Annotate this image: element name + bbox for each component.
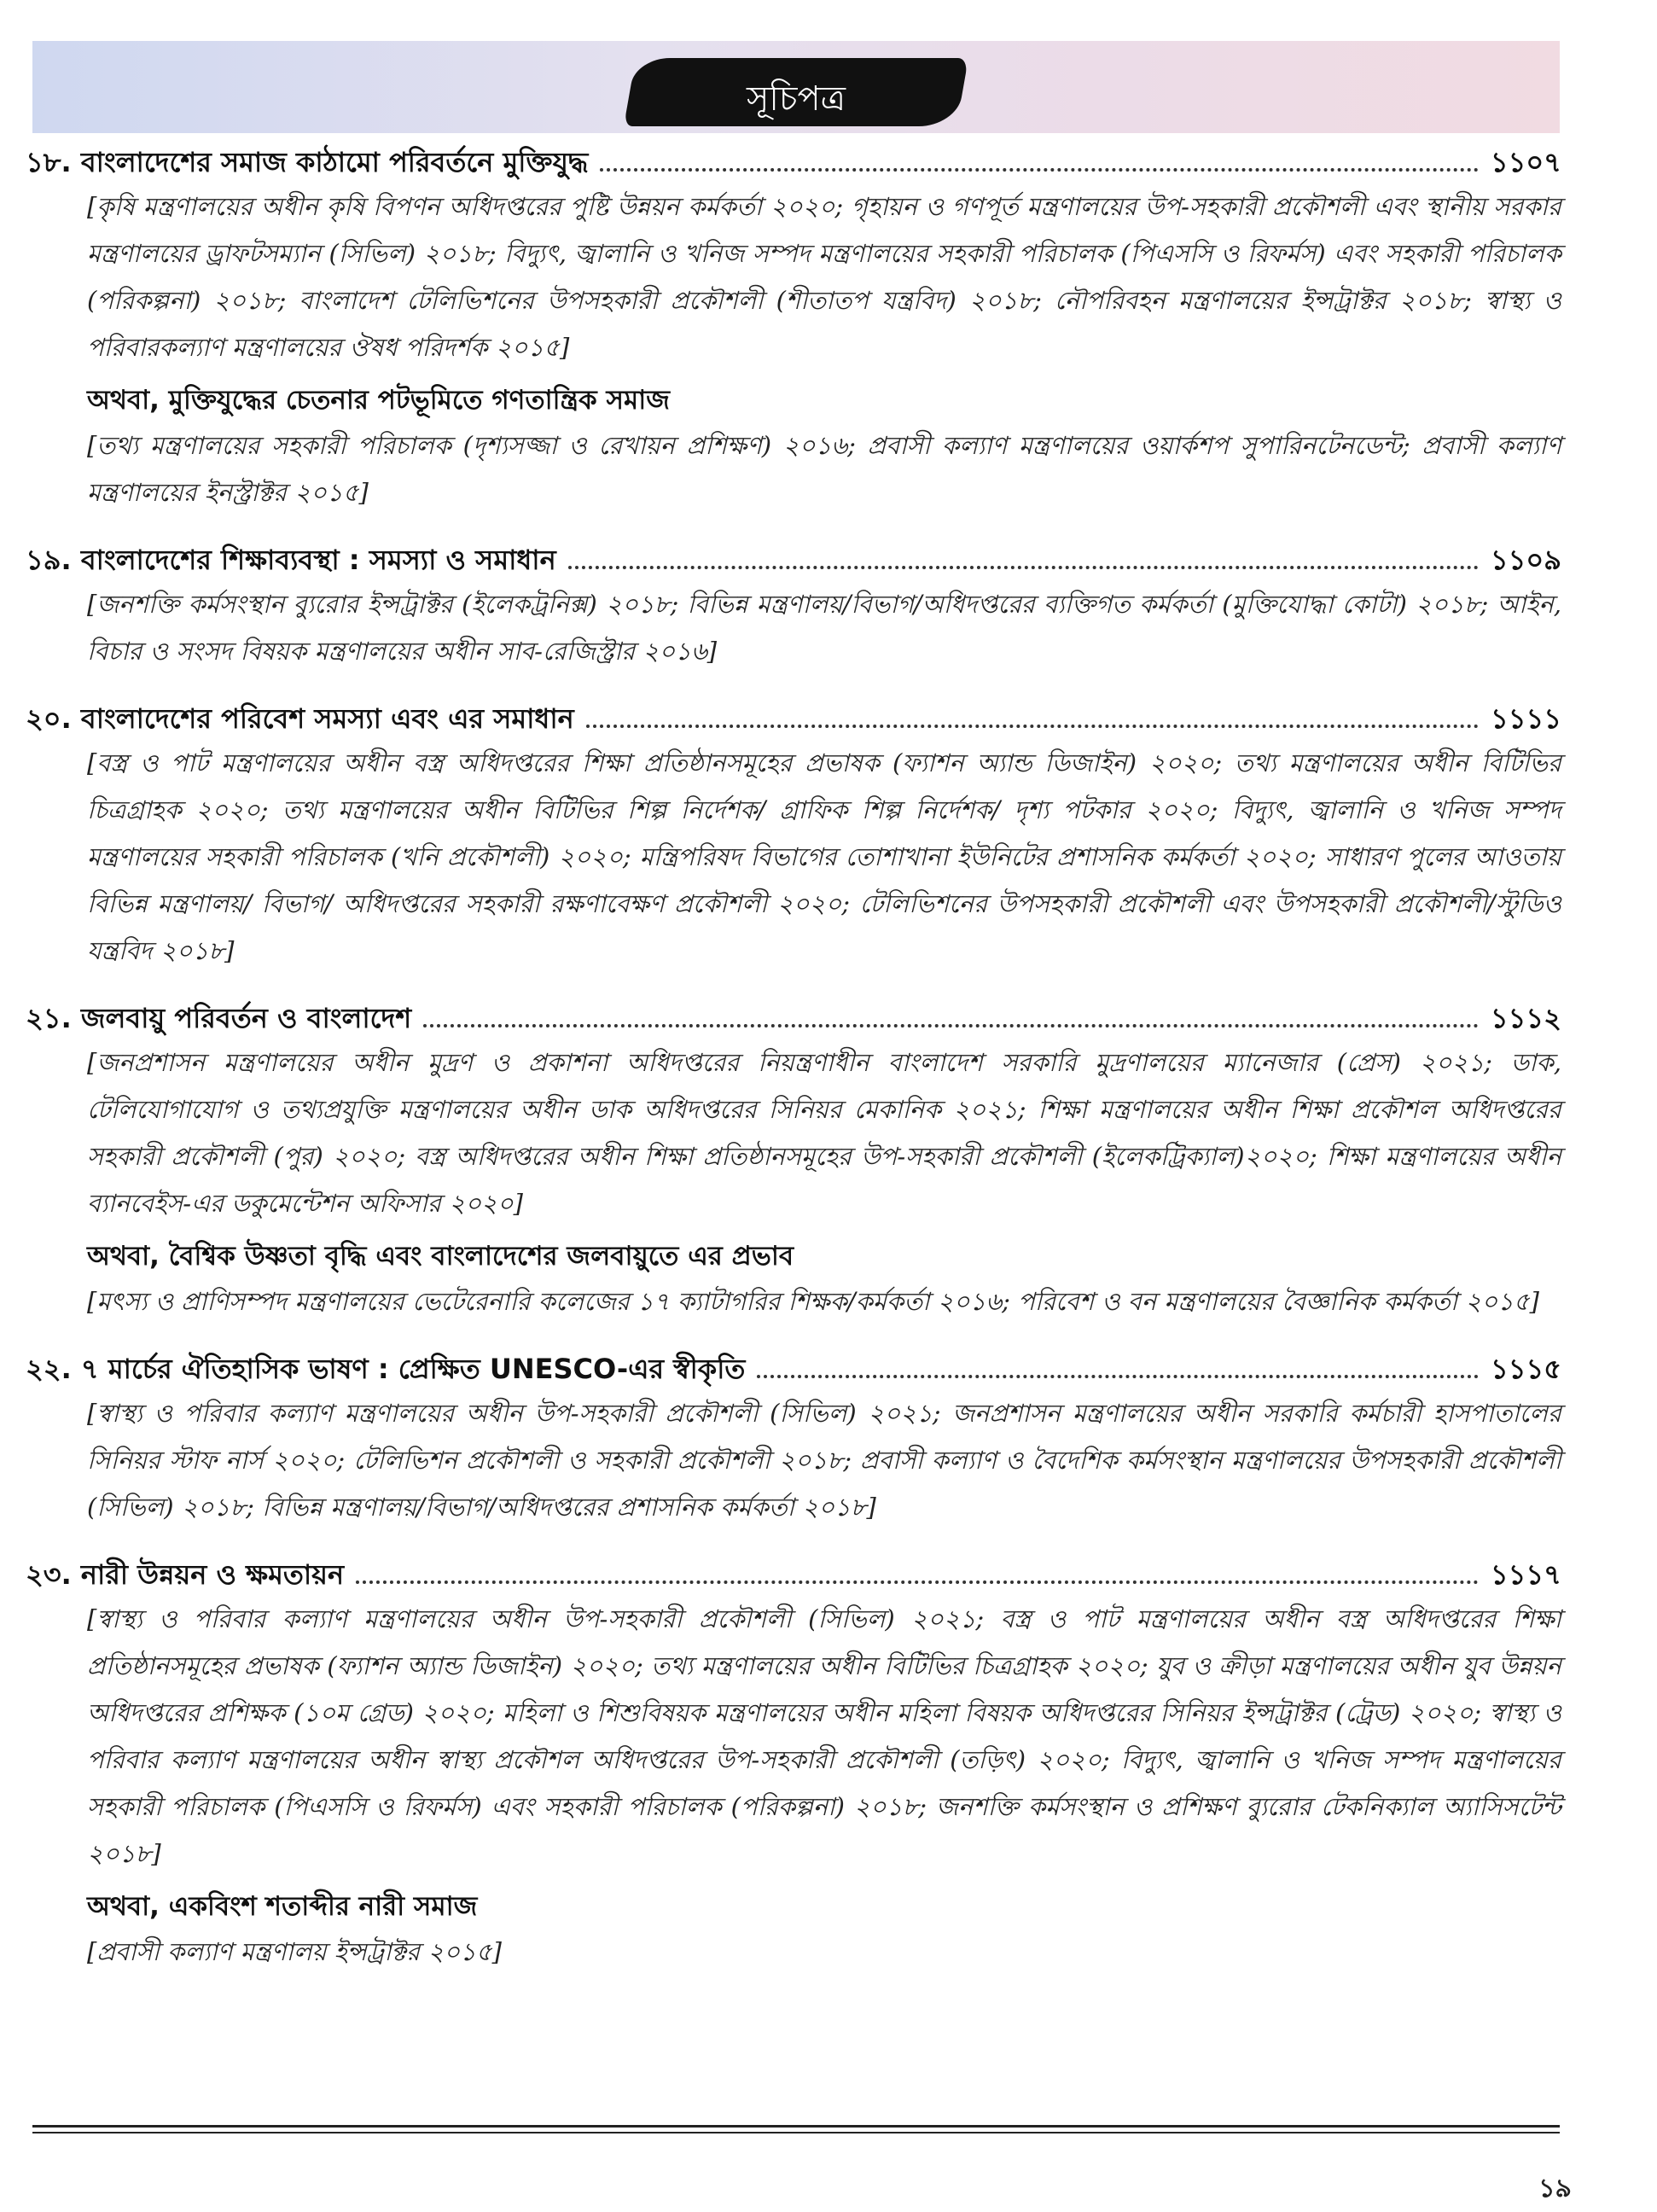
toc-entry-heading[interactable] <box>26 997 1561 1039</box>
toc-entry <box>26 697 1561 975</box>
entry-sources: [জনপ্রশাসন মন্ত্রণালয়ের অধীন মুদ্রণ ও প্রকাশনা অধিদপ্তরের নিয়ন্ত্রণাধীন বাংলাদেশ সরকারি মুদ্রণালয়ের ম্যানেজার (প্রেস) ২০২১; ডাক, টেলিযোগাযোগ ও তথ্যপ্রযুক্তি মন্ত্রণালয়ের অধীন ডাক অধিদপ্তরের সিনিয়র মেকানিক ২০২১; শিক্ষা মন্ত্রণালয়ের অধীন শিক্ষা প্রকৌশল অধিদপ্তরের সহকারী প্রকৌশলী (পুর) ২০২০; বস্ত্র অধিদপ্তরের অধীন শিক্ষা প্রতিষ্ঠানসমূহের উপ-সহকারী প্রকৌশলী (ইলেকট্রিক্যাল)২০২০; শিক্ষা মন্ত্রণালয়ের অধীন ব্যানবেইস-এর ডকুমেন্টেশন অফিসার ২০২০] <box>87 1048 1561 1218</box>
toc-entry <box>26 141 1561 516</box>
entry-title: ২২. ৭ মার্চের ঐতিহাসিক ভাষণ : প্রেক্ষিত UNESCO-এর স্বীকৃতি <box>26 1353 746 1385</box>
entry-title: ১৯. বাংলাদেশের শিক্ষাব্যবস্থা : সমস্যা ও সমাধান <box>26 544 556 576</box>
toc-entry <box>26 538 1561 675</box>
page-number: ১৯ <box>1538 2174 1572 2203</box>
toc-entry <box>26 1348 1561 1531</box>
footer-rule <box>32 2132 1560 2133</box>
entry-sources: [স্বাস্থ্য ও পরিবার কল্যাণ মন্ত্রণালয়ের অধীন উপ-সহকারী প্রকৌশলী (সিভিল) ২০২১; জনপ্রশাসন মন্ত্রণালয়ের অধীন সরকারি কর্মচারী হাসপাতালের সিনিয়র স্টাফ নার্স ২০২০; টেলিভিশন প্রকৌশলী ও সহকারী প্রকৌশলী ২০১৮; প্রবাসী কল্যাণ ও বৈদেশিক কর্মসংস্থান মন্ত্রণালয়ের উপসহকারী প্রকৌশলী (সিভিল) ২০১৮; বিভিন্ন মন্ত্রণালয়/বিভাগ/অধিদপ্তরের প্রশাসনিক কর্মকর্তা ২০১৮] <box>87 1399 1561 1522</box>
header-banner <box>32 41 1560 133</box>
entry-title: ২০. বাংলাদেশের পরিবেশ সমস্যা এবং এর সমাধান <box>26 702 574 735</box>
entry-page-number: ১১০৯ <box>1490 544 1561 576</box>
toc-entry-heading[interactable] <box>26 538 1561 581</box>
entry-alt-title: অথবা, মুক্তিযুদ্ধের চেতনার পটভূমিতে গণতান্ত্রিক সমাজ <box>87 385 670 416</box>
entry-alt-sources: [মৎস্য ও প্রাণিসম্পদ মন্ত্রণালয়ের ভেটেরেনারি কলেজের ১৭ ক্যাটাগরির শিক্ষক/কর্মকর্তা ২০১৬; পরিবেশ ও বন মন্ত্রণালয়ের বৈজ্ঞানিক কর্মকর্তা ২০১৫] <box>87 1287 1540 1316</box>
entry-alt-sources: [প্রবাসী কল্যাণ মন্ত্রণালয় ইন্সট্রাক্টর ২০১৫] <box>87 1937 502 1966</box>
toc-entry-heading[interactable] <box>26 141 1561 183</box>
entry-sources: [বস্ত্র ও পাট মন্ত্রণালয়ের অধীন বস্ত্র অধিদপ্তরের শিক্ষা প্রতিষ্ঠানসমূহের প্রভাষক (ফ্যাশন অ্যান্ড ডিজাইন) ২০২০; তথ্য মন্ত্রণালয়ের অধীন বিটিভির চিত্রগ্রাহক ২০২০; তথ্য মন্ত্রণালয়ের অধীন বিটিভির শিল্প নির্দেশক/ গ্রাফিক শিল্প নির্দেশক/ দৃশ্য পটকার ২০২০; বিদ্যুৎ, জ্বালানি ও খনিজ সম্পদ মন্ত্রণালয়ের সহকারী পরিচালক (খনি প্রকৌশলী) ২০২০; মন্ত্রিপরিষদ বিভাগের তোশাখানা ইউনিটের প্রশাসনিক কর্মকর্তা ২০২০; সাধারণ পুলের আওতায় বিভিন্ন মন্ত্রণালয়/ বিভাগ/ অধিদপ্তরের সহকারী রক্ষণাবেক্ষণ প্রকৌশলী ২০২০; টেলিভিশনের উপসহকারী প্রকৌশলী এবং উপসহকারী প্রকৌশলী/স্টুডিও যন্ত্রবিদ ২০১৮] <box>87 748 1561 965</box>
entry-alt-title: অথবা, বৈশ্বিক উষ্ণতা বৃদ্ধি এবং বাংলাদেশের জলবায়ুতে এর প্রভাব <box>87 1241 794 1272</box>
dot-leader <box>600 168 1478 172</box>
entry-title: ২৩. নারী উন্নয়ন ও ক্ষমতায়ন <box>26 1558 345 1591</box>
entry-sources: [কৃষি মন্ত্রণালয়ের অধীন কৃষি বিপণন অধিদপ্তরের পুষ্টি উন্নয়ন কর্মকর্তা ২০২০; গৃহায়ন ও গণপূর্ত মন্ত্রণালয়ের উপ-সহকারী প্রকৌশলী এবং স্থানীয় সরকার মন্ত্রণালয়ের ড্রাফটসম্যান (সিভিল) ২০১৮; বিদ্যুৎ, জ্বালানি ও খনিজ সম্পদ মন্ত্রণালয়ের সহকারী পরিচালক (পিএসসি ও রিফর্মস) এবং সহকারী পরিচালক (পরিকল্পনা) ২০১৮; বাংলাদেশ টেলিভিশনের উপসহকারী প্রকৌশলী (শীতাতপ যন্ত্রবিদ) ২০১৮; নৌপরিবহন মন্ত্রণালয়ের ইন্সট্রাক্টর ২০১৮; স্বাস্থ্য ও পরিবারকল্যাণ মন্ত্রণালয়ের ঔষধ পরিদর্শক ২০১৫] <box>87 192 1561 362</box>
entry-sources: [জনশক্তি কর্মসংস্থান ব্যুরোর ইন্সট্রাক্টর (ইলেকট্রনিক্স) ২০১৮; বিভিন্ন মন্ত্রণালয়/বিভাগ/অধিদপ্তরের ব্যক্তিগত কর্মকর্তা (মুক্তিযোদ্ধা কোটা) ২০১৮; আইন, বিচার ও সংসদ বিষয়ক মন্ত্রণালয়ের অধীন সাব-রেজিস্ট্রার ২০১৬] <box>87 590 1561 666</box>
dot-leader <box>586 725 1479 728</box>
dot-leader <box>356 1580 1479 1584</box>
entry-page-number: ১১১১ <box>1490 702 1561 735</box>
toc-entry <box>26 997 1561 1325</box>
toc-entry-heading[interactable] <box>26 1553 1561 1596</box>
entry-sources: [স্বাস্থ্য ও পরিবার কল্যাণ মন্ত্রণালয়ের অধীন উপ-সহকারী প্রকৌশলী (সিভিল) ২০২১; বস্ত্র ও পাট মন্ত্রণালয়ের অধীন বস্ত্র অধিদপ্তরের শিক্ষা প্রতিষ্ঠানসমূহের প্রভাষক (ফ্যাশন অ্যান্ড ডিজাইন) ২০২০; তথ্য মন্ত্রণালয়ের অধীন বিটিভির চিত্রগ্রাহক ২০২০; যুব ও ক্রীড়া মন্ত্রণালয়ের অধীন যুব উন্নয়ন অধিদপ্তরের প্রশিক্ষক (১০ম গ্রেড) ২০২০; মহিলা ও শিশুবিষয়ক মন্ত্রণালয়ের অধীন মহিলা বিষয়ক অধিদপ্তরের সিনিয়র ইন্সট্রাক্টর (ট্রেড) ২০২০; স্বাস্থ্য ও পরিবার কল্যাণ মন্ত্রণালয়ের অধীন স্বাস্থ্য প্রকৌশল অধিদপ্তরের উপ-সহকারী প্রকৌশলী (তড়িৎ) ২০২০; বিদ্যুৎ, জ্বালানি ও খনিজ সম্পদ মন্ত্রণালয়ের সহকারী পরিচালক (পিএসসি ও রিফর্মস) এবং সহকারী পরিচালক (পরিকল্পনা) ২০১৮; জনশক্তি কর্মসংস্থান ও প্রশিক্ষণ ব্যুরোর টেকনিক্যাল অ্যাসিসটেন্ট ২০১৮] <box>87 1604 1561 1868</box>
entry-title: ১৮. বাংলাদেশের সমাজ কাঠামো পরিবর্তনে মুক্তিযুদ্ধ <box>26 146 589 178</box>
toc-entry-heading[interactable] <box>26 697 1561 740</box>
entry-page-number: ১১১৫ <box>1490 1353 1561 1385</box>
entry-page-number: ১১১২ <box>1490 1002 1561 1034</box>
dot-leader <box>423 1024 1479 1027</box>
toc-entry <box>26 1553 1561 1976</box>
toc-list <box>26 141 1561 1998</box>
entry-page-number: ১১০৭ <box>1490 146 1561 178</box>
page-title: সূচিপত্র <box>747 79 846 119</box>
entry-alt-title: অথবা, একবিংশ শতাব্দীর নারী সমাজ <box>87 1891 478 1922</box>
toc-entry-heading[interactable] <box>26 1348 1561 1390</box>
dot-leader <box>757 1375 1479 1378</box>
dot-leader <box>568 566 1479 569</box>
footer-rule <box>32 2125 1560 2128</box>
entry-title: ২১. জলবায়ু পরিবর্তন ও বাংলাদেশ <box>26 1002 412 1034</box>
entry-alt-sources: [তথ্য মন্ত্রণালয়ের সহকারী পরিচালক (দৃশ্যসজ্জা ও রেখায়ন প্রশিক্ষণ) ২০১৬; প্রবাসী কল্যাণ মন্ত্রণালয়ের ওয়ার্কশপ সুপারিনটেনডেন্ট; প্রবাসী কল্যাণ মন্ত্রণালয়ের ইনস্ট্রাক্টর ২০১৫] <box>87 431 1561 507</box>
entry-page-number: ১১১৭ <box>1490 1558 1561 1591</box>
